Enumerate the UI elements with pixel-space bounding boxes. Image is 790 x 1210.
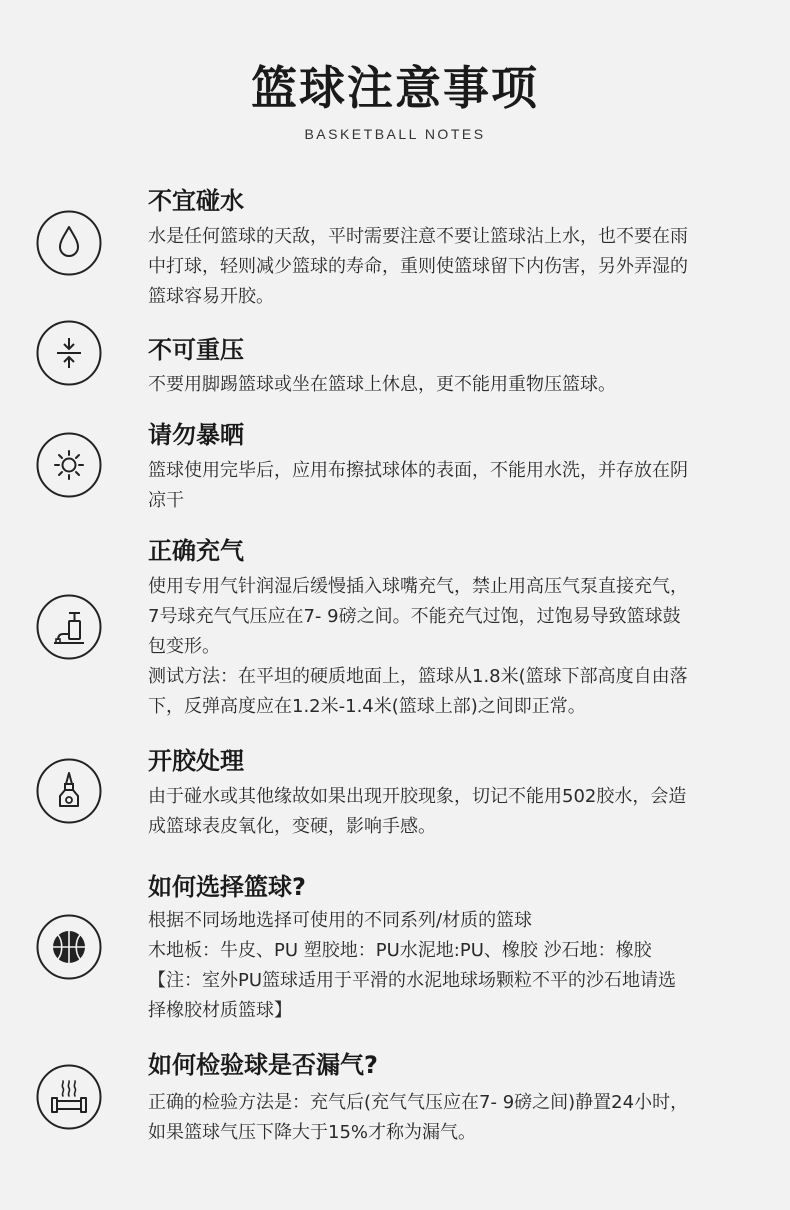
body-line: 测试方法：在平坦的硬质地面上，篮球从1.8米(篮球下部高度自由落 xyxy=(148,666,688,687)
section-heading: 不可重压 xyxy=(148,336,244,364)
sun-icon xyxy=(36,432,102,498)
body-line: 由于碰水或其他缘故如果出现开胶现象，切记不能用502胶水，会造 xyxy=(148,786,687,807)
section-heading: 不宜碰水 xyxy=(148,187,244,215)
body-line: 使用专用气针润湿后缓慢插入球嘴充气，禁止用高压气泵直接充气， xyxy=(148,576,688,597)
pressure-icon xyxy=(36,320,102,386)
body-line: 凉干 xyxy=(148,490,184,511)
basketball-icon xyxy=(36,914,102,980)
section-body xyxy=(148,456,758,516)
body-line: 不要用脚踢篮球或坐在篮球上休息，更不能用重物压篮球。 xyxy=(148,374,616,395)
body-line: 7号球充气气压应在7- 9磅之间。不能充气过饱，过饱易导致篮球鼓 xyxy=(148,606,681,627)
body-line: 根据不同场地选择可使用的不同系列/材质的篮球 xyxy=(148,910,533,931)
section-heading: 请勿暴晒 xyxy=(148,421,244,449)
section-heading: 开胶处理 xyxy=(148,747,244,775)
pump-icon xyxy=(36,594,102,660)
body-line: 下，反弹高度应在1.2米-1.4米(篮球上部)之间即正常。 xyxy=(148,696,586,717)
body-line: 【注：室外PU篮球适用于平滑的水泥地球场颗粒不平的沙石地请选 xyxy=(148,970,677,991)
body-line: 水是任何篮球的天敌，平时需要注意不要让篮球沾上水，也不要在雨 xyxy=(148,226,688,247)
body-line: 择橡胶材质篮球】 xyxy=(148,1000,292,1021)
section-heading: 正确充气 xyxy=(148,537,244,565)
glue-bottle-icon xyxy=(36,758,102,824)
section-body xyxy=(148,1088,758,1148)
section-body xyxy=(148,370,758,400)
body-line: 包变形。 xyxy=(148,636,220,657)
body-line: 如果篮球气压下降大于15%才称为漏气。 xyxy=(148,1122,477,1143)
section-body xyxy=(148,906,758,1026)
section-body xyxy=(148,782,758,842)
body-line: 中打球，轻则减少篮球的寿命，重则使篮球留下内伤害，另外弄湿的 xyxy=(148,256,688,277)
body-line: 篮球容易开胶。 xyxy=(148,286,274,307)
water-drop-icon xyxy=(36,210,102,276)
leak-pipe-icon xyxy=(36,1064,102,1130)
section-body xyxy=(148,572,758,722)
body-line: 木地板：牛皮、PU 塑胶地：PU水泥地:PU、橡胶 沙石地：橡胶 xyxy=(148,940,652,961)
page-subtitle: BASKETBALL NOTES xyxy=(304,126,486,142)
section-heading: 如何检验球是否漏气? xyxy=(148,1051,378,1079)
body-line: 正确的检验方法是：充气后(充气气压应在7- 9磅之间)静置24小时， xyxy=(148,1092,689,1113)
section-body xyxy=(148,222,758,312)
body-line: 成篮球表皮氧化，变硬，影响手感。 xyxy=(148,816,436,837)
body-line: 篮球使用完毕后，应用布擦拭球体的表面，不能用水洗，并存放在阴 xyxy=(148,460,688,481)
page-title: 篮球注意事项 xyxy=(251,61,539,115)
section-heading: 如何选择篮球? xyxy=(148,873,306,901)
